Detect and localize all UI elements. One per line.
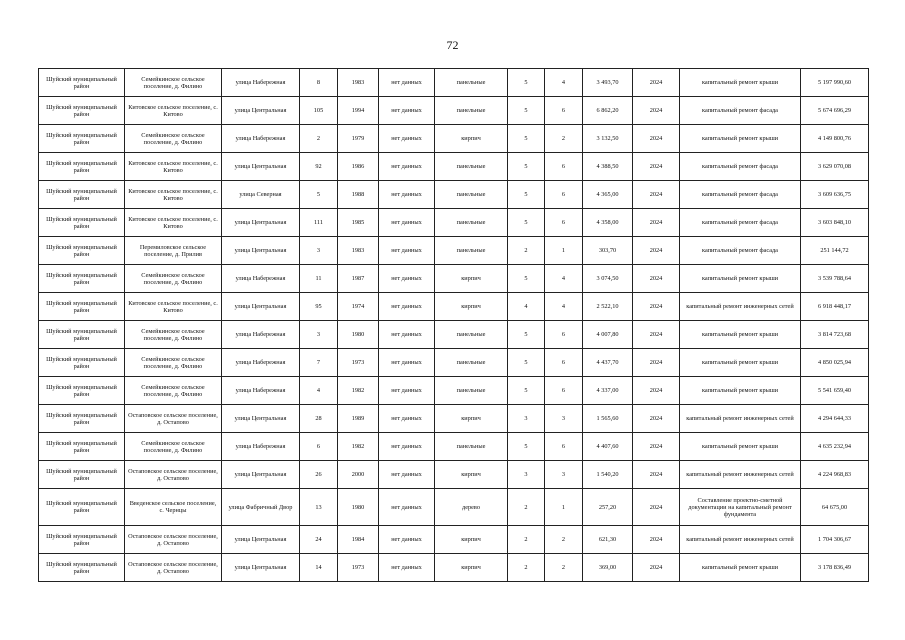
entrances-cell: 4 (545, 293, 583, 321)
cost-cell: 5 197 990,60 (801, 69, 869, 97)
cost-cell: 251 144,72 (801, 237, 869, 265)
street-cell: улица Набережная (222, 349, 300, 377)
cost-cell: 1 704 306,67 (801, 526, 869, 554)
table-row (39, 405, 869, 433)
build-year-cell: 1984 (338, 526, 379, 554)
work-type-cell: Составление проектно-сметной документации на капитальный ремонт фундамента (680, 489, 801, 526)
settlement-cell: Китовское сельское поселение, с. Китово (125, 97, 222, 125)
cost-cell: 64 675,00 (801, 489, 869, 526)
wall-material-cell: панельные (435, 181, 508, 209)
house-number-cell: 26 (300, 461, 338, 489)
settlement-cell: Китовское сельское поселение, с. Китово (125, 209, 222, 237)
area-cell: 3 132,50 (583, 125, 633, 153)
wall-material-cell: кирпич (435, 554, 508, 582)
settlement-cell: Остаповское сельское поселение, д. Остапово (125, 554, 222, 582)
table-body (39, 69, 869, 582)
district-cell: Шуйский муниципальный район (39, 125, 125, 153)
status-cell: нет данных (379, 209, 435, 237)
district-cell: Шуйский муниципальный район (39, 181, 125, 209)
status-cell: нет данных (379, 377, 435, 405)
wall-material-cell: панельные (435, 349, 508, 377)
work-type-cell: капитальный ремонт крыши (680, 265, 801, 293)
cost-cell: 4 149 800,76 (801, 125, 869, 153)
build-year-cell: 1988 (338, 181, 379, 209)
entrances-cell: 3 (545, 461, 583, 489)
area-cell: 1 540,20 (583, 461, 633, 489)
settlement-cell: Перемиловское сельское поселение, д. Прилив (125, 237, 222, 265)
floors-cell: 5 (508, 209, 545, 237)
area-cell: 257,20 (583, 489, 633, 526)
district-cell: Шуйский муниципальный район (39, 461, 125, 489)
settlement-cell: Семейкинское сельское поселение, д. Филино (125, 69, 222, 97)
build-year-cell: 1973 (338, 349, 379, 377)
wall-material-cell: панельные (435, 321, 508, 349)
status-cell: нет данных (379, 153, 435, 181)
status-cell: нет данных (379, 349, 435, 377)
plan-year-cell: 2024 (633, 97, 680, 125)
table-row (39, 265, 869, 293)
plan-year-cell: 2024 (633, 526, 680, 554)
table-row (39, 349, 869, 377)
status-cell: нет данных (379, 461, 435, 489)
wall-material-cell: кирпич (435, 526, 508, 554)
entrances-cell: 2 (545, 554, 583, 582)
plan-year-cell: 2024 (633, 209, 680, 237)
table-row (39, 461, 869, 489)
work-type-cell: капитальный ремонт крыши (680, 125, 801, 153)
area-cell: 6 862,20 (583, 97, 633, 125)
wall-material-cell: панельные (435, 433, 508, 461)
plan-year-cell: 2024 (633, 349, 680, 377)
work-type-cell: капитальный ремонт фасада (680, 209, 801, 237)
area-cell: 4 358,00 (583, 209, 633, 237)
district-cell: Шуйский муниципальный район (39, 97, 125, 125)
plan-year-cell: 2024 (633, 554, 680, 582)
work-type-cell: капитальный ремонт инженерных сетей (680, 405, 801, 433)
status-cell: нет данных (379, 554, 435, 582)
build-year-cell: 1982 (338, 433, 379, 461)
status-cell: нет данных (379, 125, 435, 153)
cost-cell: 3 609 636,75 (801, 181, 869, 209)
entrances-cell: 6 (545, 181, 583, 209)
house-number-cell: 5 (300, 181, 338, 209)
entrances-cell: 2 (545, 526, 583, 554)
area-cell: 4 407,60 (583, 433, 633, 461)
settlement-cell: Китовское сельское поселение, с. Китово (125, 181, 222, 209)
wall-material-cell: кирпич (435, 125, 508, 153)
build-year-cell: 1987 (338, 265, 379, 293)
floors-cell: 5 (508, 181, 545, 209)
area-cell: 1 565,60 (583, 405, 633, 433)
house-number-cell: 2 (300, 125, 338, 153)
entrances-cell: 1 (545, 489, 583, 526)
plan-year-cell: 2024 (633, 181, 680, 209)
build-year-cell: 2000 (338, 461, 379, 489)
work-type-cell: капитальный ремонт крыши (680, 69, 801, 97)
house-number-cell: 3 (300, 321, 338, 349)
work-type-cell: капитальный ремонт крыши (680, 554, 801, 582)
cost-cell: 5 541 659,40 (801, 377, 869, 405)
district-cell: Шуйский муниципальный район (39, 237, 125, 265)
work-type-cell: капитальный ремонт фасада (680, 237, 801, 265)
table-row (39, 321, 869, 349)
floors-cell: 5 (508, 153, 545, 181)
status-cell: нет данных (379, 97, 435, 125)
table-row (39, 97, 869, 125)
wall-material-cell: кирпич (435, 461, 508, 489)
cost-cell: 4 224 968,83 (801, 461, 869, 489)
cost-cell: 3 178 836,49 (801, 554, 869, 582)
entrances-cell: 6 (545, 321, 583, 349)
house-number-cell: 105 (300, 97, 338, 125)
plan-year-cell: 2024 (633, 153, 680, 181)
plan-year-cell: 2024 (633, 265, 680, 293)
build-year-cell: 1979 (338, 125, 379, 153)
cost-cell: 4 635 232,94 (801, 433, 869, 461)
house-number-cell: 8 (300, 69, 338, 97)
entrances-cell: 6 (545, 377, 583, 405)
cost-cell: 3 603 848,10 (801, 209, 869, 237)
entrances-cell: 6 (545, 209, 583, 237)
house-number-cell: 95 (300, 293, 338, 321)
settlement-cell: Остаповское сельское поселение, д. Остапово (125, 526, 222, 554)
plan-year-cell: 2024 (633, 125, 680, 153)
cost-cell: 6 918 448,17 (801, 293, 869, 321)
status-cell: нет данных (379, 489, 435, 526)
street-cell: улица Центральная (222, 526, 300, 554)
district-cell: Шуйский муниципальный район (39, 69, 125, 97)
floors-cell: 2 (508, 526, 545, 554)
floors-cell: 5 (508, 349, 545, 377)
build-year-cell: 1983 (338, 69, 379, 97)
area-cell: 4 337,00 (583, 377, 633, 405)
area-cell: 4 365,00 (583, 181, 633, 209)
status-cell: нет данных (379, 293, 435, 321)
floors-cell: 2 (508, 554, 545, 582)
street-cell: улица Центральная (222, 209, 300, 237)
entrances-cell: 4 (545, 69, 583, 97)
wall-material-cell: кирпич (435, 405, 508, 433)
plan-year-cell: 2024 (633, 237, 680, 265)
house-number-cell: 4 (300, 377, 338, 405)
floors-cell: 2 (508, 237, 545, 265)
area-cell: 4 007,80 (583, 321, 633, 349)
plan-year-cell: 2024 (633, 461, 680, 489)
status-cell: нет данных (379, 69, 435, 97)
plan-year-cell: 2024 (633, 321, 680, 349)
area-cell: 3 493,70 (583, 69, 633, 97)
district-cell: Шуйский муниципальный район (39, 321, 125, 349)
build-year-cell: 1980 (338, 489, 379, 526)
entrances-cell: 6 (545, 153, 583, 181)
build-year-cell: 1983 (338, 237, 379, 265)
wall-material-cell: панельные (435, 69, 508, 97)
floors-cell: 5 (508, 69, 545, 97)
district-cell: Шуйский муниципальный район (39, 293, 125, 321)
area-cell: 303,70 (583, 237, 633, 265)
settlement-cell: Семейкинское сельское поселение, д. Филино (125, 321, 222, 349)
work-type-cell: капитальный ремонт инженерных сетей (680, 461, 801, 489)
floors-cell: 5 (508, 125, 545, 153)
settlement-cell: Китовское сельское поселение, с. Китово (125, 293, 222, 321)
settlement-cell: Введенское сельское поселение, с. Чернцы (125, 489, 222, 526)
build-year-cell: 1985 (338, 209, 379, 237)
entrances-cell: 6 (545, 349, 583, 377)
status-cell: нет данных (379, 237, 435, 265)
area-cell: 3 074,50 (583, 265, 633, 293)
plan-year-cell: 2024 (633, 377, 680, 405)
plan-year-cell: 2024 (633, 489, 680, 526)
floors-cell: 5 (508, 377, 545, 405)
district-cell: Шуйский муниципальный район (39, 433, 125, 461)
district-cell: Шуйский муниципальный район (39, 377, 125, 405)
table-row (39, 181, 869, 209)
floors-cell: 5 (508, 97, 545, 125)
settlement-cell: Китовское сельское поселение, с. Китово (125, 153, 222, 181)
house-number-cell: 7 (300, 349, 338, 377)
build-year-cell: 1982 (338, 377, 379, 405)
settlement-cell: Семейкинское сельское поселение, д. Филино (125, 349, 222, 377)
street-cell: улица Центральная (222, 153, 300, 181)
build-year-cell: 1986 (338, 153, 379, 181)
street-cell: улица Набережная (222, 265, 300, 293)
street-cell: улица Центральная (222, 97, 300, 125)
table-row (39, 489, 869, 526)
street-cell: улица Набережная (222, 69, 300, 97)
table-row (39, 554, 869, 582)
wall-material-cell: панельные (435, 209, 508, 237)
plan-year-cell: 2024 (633, 293, 680, 321)
cost-cell: 3 814 723,68 (801, 321, 869, 349)
entrances-cell: 3 (545, 405, 583, 433)
status-cell: нет данных (379, 405, 435, 433)
wall-material-cell: панельные (435, 97, 508, 125)
floors-cell: 2 (508, 489, 545, 526)
wall-material-cell: панельные (435, 377, 508, 405)
work-type-cell: капитальный ремонт инженерных сетей (680, 293, 801, 321)
street-cell: улица Набережная (222, 321, 300, 349)
entrances-cell: 6 (545, 433, 583, 461)
district-cell: Шуйский муниципальный район (39, 349, 125, 377)
district-cell: Шуйский муниципальный район (39, 265, 125, 293)
house-number-cell: 92 (300, 153, 338, 181)
table-row (39, 526, 869, 554)
table-row (39, 69, 869, 97)
street-cell: улица Северная (222, 181, 300, 209)
house-number-cell: 14 (300, 554, 338, 582)
wall-material-cell: дерево (435, 489, 508, 526)
settlement-cell: Семейкинское сельское поселение, д. Филино (125, 125, 222, 153)
status-cell: нет данных (379, 265, 435, 293)
floors-cell: 5 (508, 433, 545, 461)
floors-cell: 3 (508, 405, 545, 433)
build-year-cell: 1989 (338, 405, 379, 433)
street-cell: улица Центральная (222, 405, 300, 433)
entrances-cell: 6 (545, 97, 583, 125)
entrances-cell: 1 (545, 237, 583, 265)
cost-cell: 3 629 070,08 (801, 153, 869, 181)
street-cell: улица Фабричный Двор (222, 489, 300, 526)
street-cell: улица Центральная (222, 237, 300, 265)
house-number-cell: 111 (300, 209, 338, 237)
work-type-cell: капитальный ремонт крыши (680, 433, 801, 461)
district-cell: Шуйский муниципальный район (39, 554, 125, 582)
wall-material-cell: панельные (435, 237, 508, 265)
floors-cell: 4 (508, 293, 545, 321)
table-row (39, 209, 869, 237)
table-row (39, 237, 869, 265)
page-number: 72 (446, 38, 459, 52)
house-number-cell: 3 (300, 237, 338, 265)
housing-repair-table (38, 68, 869, 582)
entrances-cell: 4 (545, 265, 583, 293)
wall-material-cell: панельные (435, 153, 508, 181)
table-row (39, 153, 869, 181)
cost-cell: 3 539 788,64 (801, 265, 869, 293)
street-cell: улица Набережная (222, 125, 300, 153)
settlement-cell: Семейкинское сельское поселение, д. Филино (125, 265, 222, 293)
district-cell: Шуйский муниципальный район (39, 526, 125, 554)
district-cell: Шуйский муниципальный район (39, 153, 125, 181)
status-cell: нет данных (379, 181, 435, 209)
floors-cell: 5 (508, 265, 545, 293)
status-cell: нет данных (379, 321, 435, 349)
table-row (39, 433, 869, 461)
house-number-cell: 6 (300, 433, 338, 461)
build-year-cell: 1980 (338, 321, 379, 349)
area-cell: 4 388,50 (583, 153, 633, 181)
build-year-cell: 1974 (338, 293, 379, 321)
table-row (39, 293, 869, 321)
build-year-cell: 1994 (338, 97, 379, 125)
area-cell: 621,30 (583, 526, 633, 554)
district-cell: Шуйский муниципальный район (39, 209, 125, 237)
work-type-cell: капитальный ремонт инженерных сетей (680, 526, 801, 554)
district-cell: Шуйский муниципальный район (39, 405, 125, 433)
work-type-cell: капитальный ремонт фасада (680, 153, 801, 181)
work-type-cell: капитальный ремонт крыши (680, 321, 801, 349)
street-cell: улица Центральная (222, 293, 300, 321)
settlement-cell: Остаповское сельское поселение, д. Остапово (125, 405, 222, 433)
status-cell: нет данных (379, 433, 435, 461)
area-cell: 4 437,70 (583, 349, 633, 377)
street-cell: улица Центральная (222, 461, 300, 489)
work-type-cell: капитальный ремонт фасада (680, 97, 801, 125)
settlement-cell: Остаповское сельское поселение, д. Остапово (125, 461, 222, 489)
settlement-cell: Семейкинское сельское поселение, д. Филино (125, 377, 222, 405)
house-number-cell: 13 (300, 489, 338, 526)
cost-cell: 4 850 025,94 (801, 349, 869, 377)
street-cell: улица Набережная (222, 377, 300, 405)
entrances-cell: 2 (545, 125, 583, 153)
settlement-cell: Семейкинское сельское поселение, д. Филино (125, 433, 222, 461)
wall-material-cell: кирпич (435, 293, 508, 321)
area-cell: 369,00 (583, 554, 633, 582)
house-number-cell: 11 (300, 265, 338, 293)
work-type-cell: капитальный ремонт фасада (680, 181, 801, 209)
plan-year-cell: 2024 (633, 405, 680, 433)
house-number-cell: 24 (300, 526, 338, 554)
wall-material-cell: кирпич (435, 265, 508, 293)
table-row (39, 125, 869, 153)
cost-cell: 4 294 644,33 (801, 405, 869, 433)
floors-cell: 5 (508, 321, 545, 349)
work-type-cell: капитальный ремонт крыши (680, 377, 801, 405)
plan-year-cell: 2024 (633, 433, 680, 461)
district-cell: Шуйский муниципальный район (39, 489, 125, 526)
floors-cell: 3 (508, 461, 545, 489)
house-number-cell: 28 (300, 405, 338, 433)
plan-year-cell: 2024 (633, 69, 680, 97)
street-cell: улица Центральная (222, 554, 300, 582)
build-year-cell: 1973 (338, 554, 379, 582)
status-cell: нет данных (379, 526, 435, 554)
cost-cell: 5 674 696,29 (801, 97, 869, 125)
work-type-cell: капитальный ремонт крыши (680, 349, 801, 377)
table-row (39, 377, 869, 405)
street-cell: улица Набережная (222, 433, 300, 461)
area-cell: 2 522,10 (583, 293, 633, 321)
